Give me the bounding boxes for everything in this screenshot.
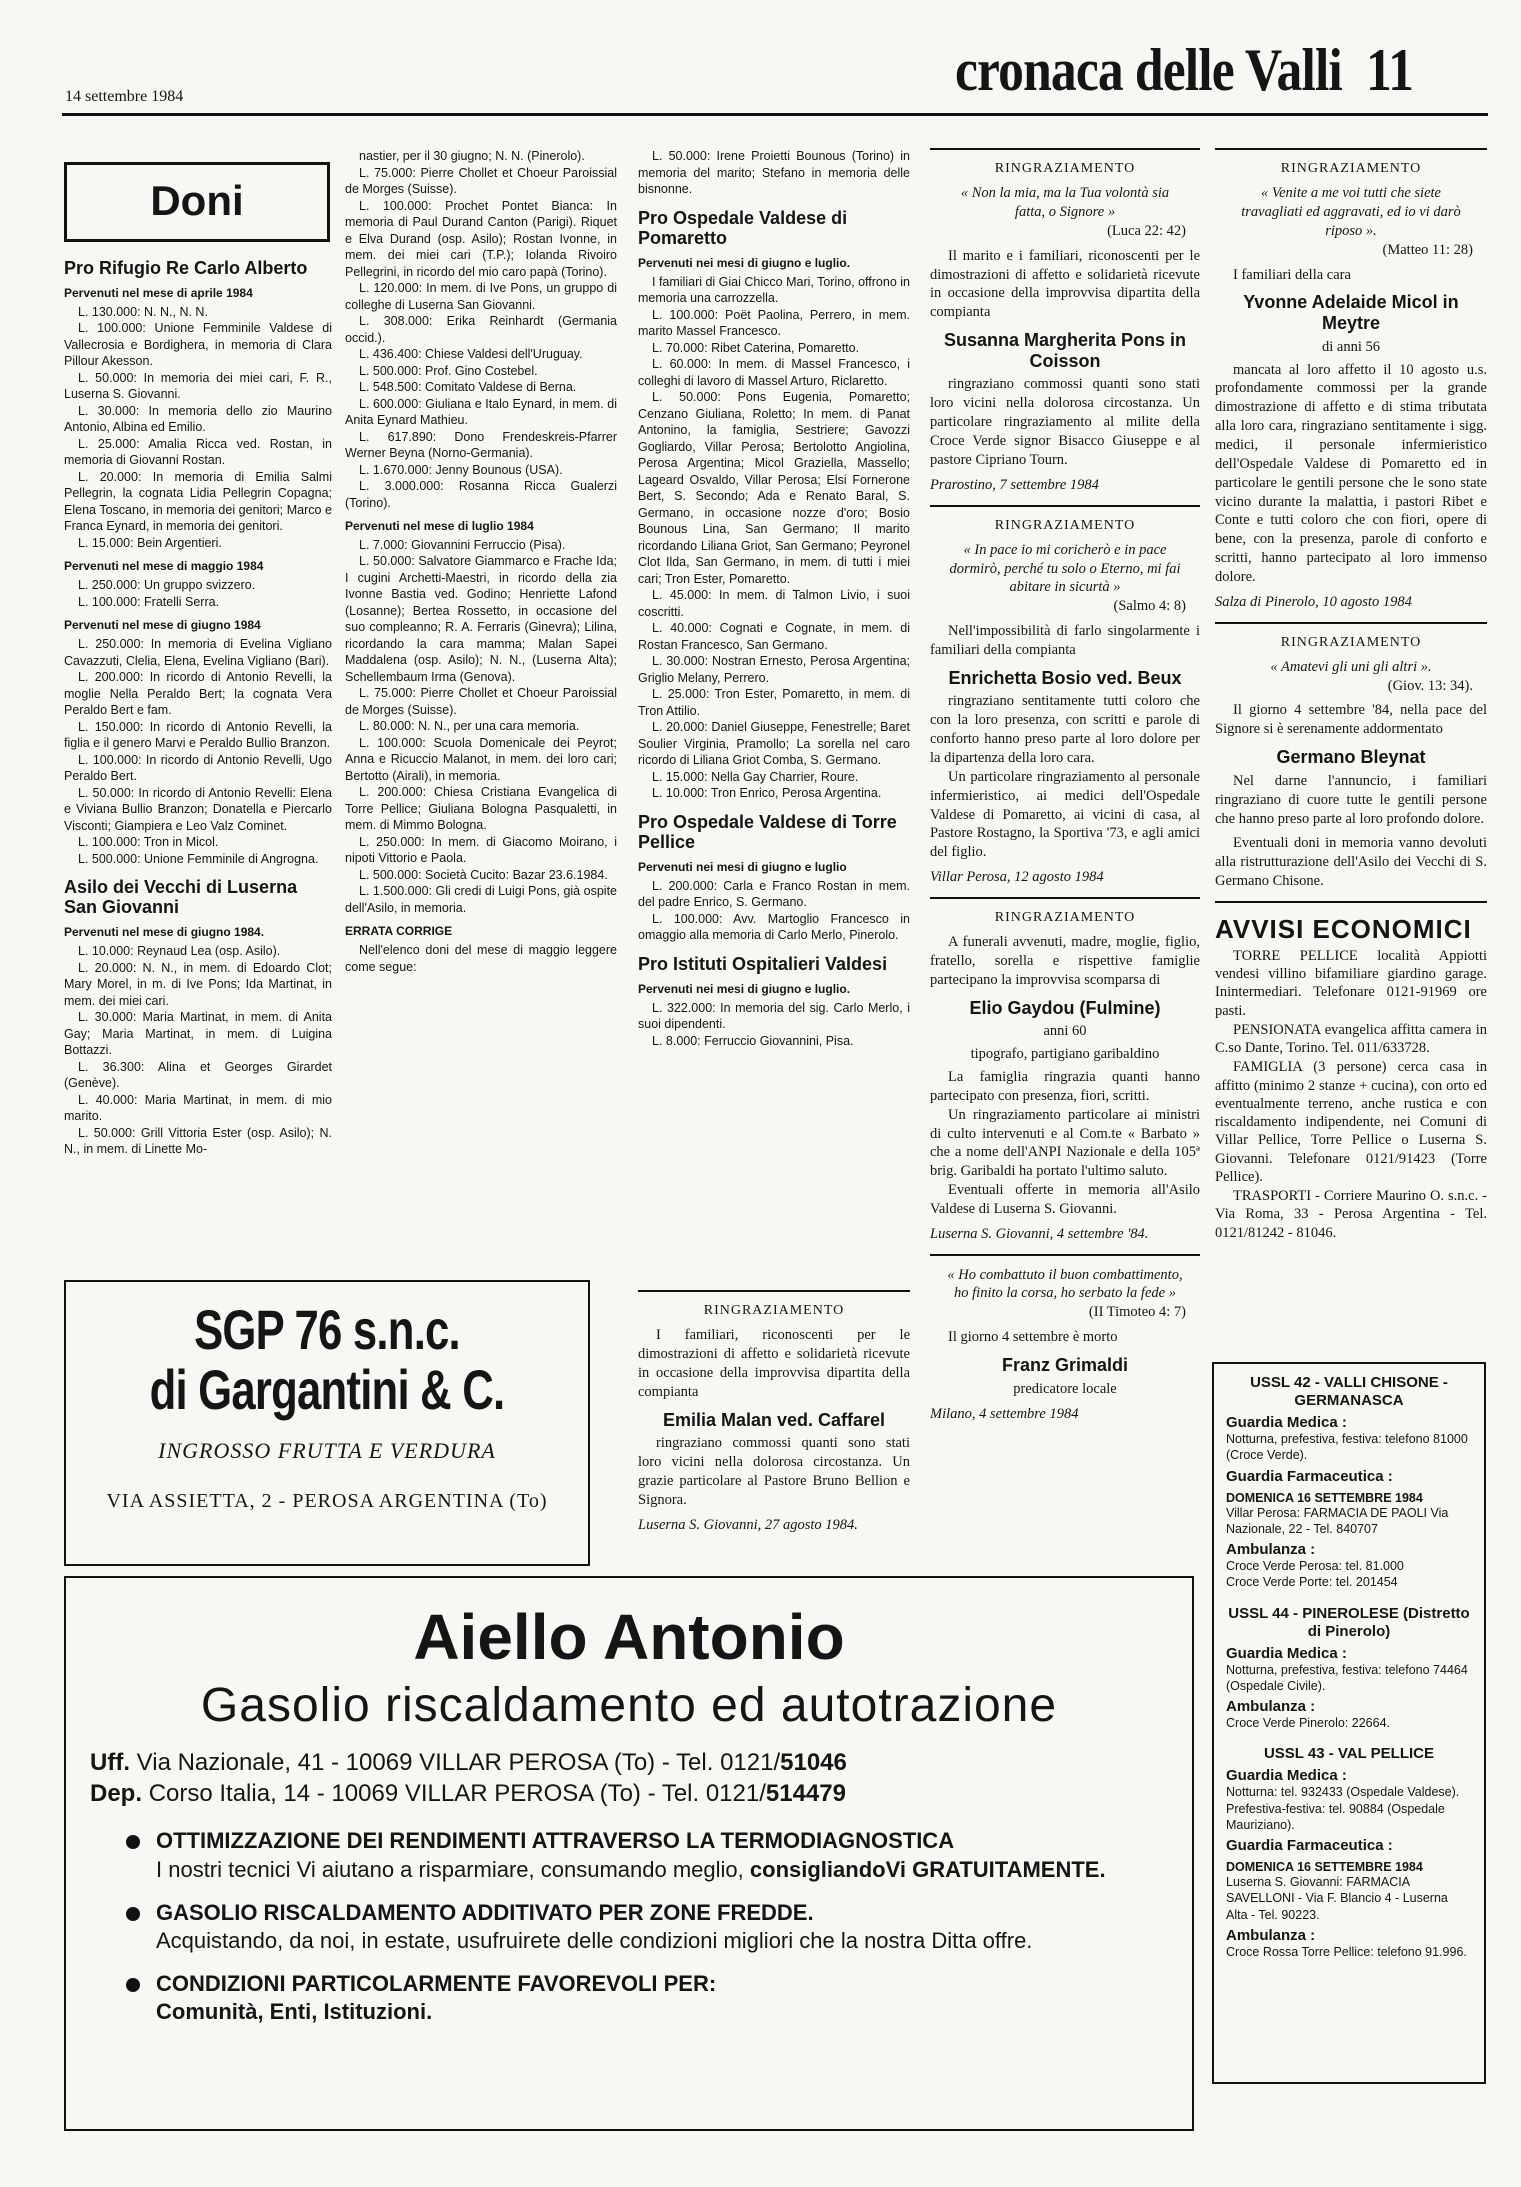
ussl-heading: USSL 43 - VAL PELLICE: [1263, 1745, 1435, 1763]
ussl-services-box: [1212, 1362, 1486, 2084]
donation-entry: L. 250.000: Un gruppo svizzero.: [78, 578, 256, 593]
ussl-heading: USSL 44 - PINEROLESE (Distretto di Pinerolo): [1228, 1604, 1470, 1640]
signature-place-date: Prarostino, 7 settembre 1984: [930, 476, 1099, 493]
announcement-text: I familiari, riconoscenti per le dimostrazioni di affetto e solidarietà ricevute in occasione della improvvisa dipartita della compianta: [638, 1327, 910, 1400]
bible-quote: « Ho combattuto il buon combattimento, ho finito la corsa, ho serbato la fede » (II Timoteo 4: 7): [947, 1266, 1186, 1321]
announcement-text: I familiari della cara: [1233, 266, 1351, 283]
ringraziamenti-column-4: [930, 148, 1200, 1548]
rule: [1215, 148, 1487, 150]
donation-entry: L. 50.000: In ricordo di Antonio Revelli: Elena e Viviana Bullio Branzon; Donatella e Piercarlo Visconti; Giampiera e Leo Valz Cominet.: [64, 785, 332, 833]
deceased-role: tipografo, partigiano garibaldino: [970, 1046, 1160, 1063]
section-subheading: Pervenuti nei mesi di giugno e luglio: [638, 859, 847, 874]
ussl-label: Ambulanza :: [1226, 1698, 1316, 1715]
announcement-text: Eventuali offerte in memoria all'Asilo Valdese di Luserna S. Giovanni.: [930, 1182, 1200, 1217]
donation-entry: L. 20.000: Daniel Giuseppe, Fenestrelle; Baret Soulier Virginia, Pramollo; La sorella nel caro ricordo di Liliana Griot Comba, S. Germano.: [638, 720, 910, 768]
aiello-tagline: Gasolio riscaldamento ed autotrazione: [200, 1679, 1058, 1732]
ussl-label: Guardia Medica :: [1226, 1414, 1347, 1431]
donation-entry: nastier, per il 30 giugno; N. N. (Pinerolo).: [359, 149, 585, 163]
donation-entry: L. 100.000: Unione Femminile Valdese di Vallecrosia e Bordighera, in memoria di Clara Pillour Akesson.: [64, 321, 332, 369]
signature-place-date: Milano, 4 settembre 1984: [930, 1405, 1079, 1422]
ussl-heading: USSL 42 - VALLI CHISONE - GERMANASCA: [1250, 1374, 1448, 1409]
donation-entry: L. 100.000: Scuola Domenicale dei Peyrot; Anna e Ricuccio Malanot, in mem. dei loro cari; Bertotto (Airali), in memoria.: [345, 735, 617, 783]
signature-place-date: Salza di Pinerolo, 10 agosto 1984: [1215, 593, 1412, 610]
donation-entry: L. 20.000: In memoria di Emilia Salmi Pellegrin, la cognata Lidia Pellegrin Copagna; Elena Toscano, in memoria dei genitori; Marco e Franca Eynard, in memoria dei genitori.: [64, 469, 332, 534]
bible-quote: « Amatevi gli uni gli altri ». (Giov. 13: 34).: [1270, 658, 1473, 694]
donation-entry: L. 50.000: Irene Proietti Bounous (Torino) in memoria del marito; Stefano in memoria delle bisnonne.: [638, 149, 910, 196]
donation-entry: L. 50.000: Grill Vittoria Ester (osp. Asilo); N. N., in mem. di Linette Mo-: [64, 1125, 332, 1157]
announcement-text: Eventuali doni in memoria vanno devoluti alla ristrutturazione dell'Asilo dei Vecchi di S. Germano Chisone.: [1215, 835, 1487, 890]
donation-entry: L. 548.500: Comitato Valdese di Berna.: [359, 380, 577, 394]
deceased-name: Emilia Malan ved. Caffarel: [662, 1409, 886, 1430]
deceased-name: Enrichetta Bosio ved. Beux: [948, 667, 1182, 688]
donation-entry: L. 10.000: Reynaud Lea (osp. Asilo).: [78, 944, 281, 959]
donation-entry: L. 200.000: In ricordo di Antonio Revelli, la moglie Nella Peraldo Bert; la cognata Vera Peraldo Bert e fam.: [64, 670, 332, 718]
donation-entry: L. 100.000: Tron in Micol.: [78, 835, 219, 850]
deceased-name: Franz Grimaldi: [1001, 1354, 1129, 1375]
sgp-address: VIA ASSIETTA, 2 - PEROSA ARGENTINA (To): [106, 1490, 548, 1512]
rule: [930, 1254, 1200, 1256]
donation-entry: L. 436.400: Chiese Valdesi dell'Uruguay.: [359, 347, 583, 361]
donation-entry: L. 130.000: N. N., N. N.: [78, 304, 208, 319]
ussl-label: Ambulanza :: [1226, 1541, 1316, 1558]
donation-entry: L. 1.670.000: Jenny Bounous (USA).: [359, 462, 563, 477]
doni-title-box: [64, 162, 330, 242]
announcement-text: La famiglia ringrazia quanti hanno partecipato con presenza, fiori, scritti.: [930, 1069, 1200, 1104]
sgp-business-type: INGROSSO FRUTTA E VERDURA: [158, 1438, 496, 1463]
page-number: 11: [1365, 37, 1414, 103]
donation-entry: L. 120.000: In mem. di Ive Pons, un gruppo di colleghe di Luserna San Giovanni.: [345, 281, 617, 312]
rule: [930, 148, 1200, 150]
ussl-label: Ambulanza :: [1226, 1926, 1316, 1944]
donation-entry: L. 3.000.000: Rosanna Ricca Gualerzi (Torino).: [345, 479, 617, 510]
signature-place-date: Villar Perosa, 12 agosto 1984: [930, 869, 1104, 886]
ussl-date: DOMENICA 16 SETTEMBRE 1984: [1226, 1860, 1423, 1874]
donation-entry: L. 600.000: Giuliana e Italo Eynard, in mem. di Anita Eynard Mathieu.: [345, 396, 617, 427]
section-subheading: Pervenuti nel mese di giugno 1984: [64, 618, 261, 633]
donation-entry: L. 7.000: Giovannini Ferruccio (Pisa).: [359, 537, 566, 552]
donation-entry: L. 75.000: Pierre Chollet et Choeur Paroissial de Morges (Suisse).: [345, 165, 617, 196]
section-heading: Asilo dei Vecchi di Luserna San Giovanni: [64, 877, 298, 918]
rule: [930, 505, 1200, 507]
aiello-depot-address: Dep. Corso Italia, 14 - 10069 VILLAR PEROSA (To) - Tel. 0121/514479: [90, 1780, 846, 1808]
donation-entry: L. 8.000: Ferruccio Giovannini, Pisa.: [652, 1033, 854, 1048]
donation-entry: L. 100.000: Prochet Pontet Bianca: In memoria di Paul Durand Canton (Parigi). Riquet e Elva Durand (osp. Asilo); Rostan Ivonne, in mem. dei miei cari (T.P.); Iolanda Rivoiro Pellegrini, in ricordo del mio caro papà (Torino).: [345, 198, 617, 279]
donation-entry: L. 25.000: Tron Ester, Pomaretto, in mem. di Tron Attilio.: [638, 687, 910, 718]
announcement-text: ringraziano commossi quanti sono stati loro vicini nella dolorosa circostanza. Un particolare ringraziamento al milite della Croce Verde signor Bisacco Giuseppe e al pastore Cipriano Tourn.: [930, 376, 1200, 468]
donation-entry: L. 500.000: Società Cucito: Bazar 23.6.1984.: [359, 867, 608, 882]
donation-entry: L. 100.000: Fratelli Serra.: [78, 594, 220, 609]
donation-entry: L. 308.000: Erika Reinhardt (Germania occid.).: [345, 314, 617, 345]
doni-title: Doni: [150, 177, 244, 224]
ussl-label: Guardia Medica :: [1226, 1644, 1347, 1662]
issue-date: 14 settembre 1984: [65, 88, 184, 105]
section-subheading: Pervenuti nel mese di luglio 1984: [345, 519, 534, 533]
ring-label: RINGRAZIAMENTO: [994, 161, 1136, 176]
classified-ad: PENSIONATA evangelica affitta camera in C.so Dante, Torino. Tel. 011/633728.: [1215, 1021, 1487, 1057]
announcement-text: Il giorno 4 settembre è morto: [948, 1329, 1118, 1346]
announcement-text: ringraziano sentitamente tutti coloro che con la loro presenza, con scritti e parole di conforto hanno preso parte al loro dolore per la dipartenza della loro cara.: [930, 693, 1200, 766]
doni-column-3: [638, 148, 910, 1268]
donation-entry: L. 45.000: In mem. di Talmon Livio, i suoi coscritti.: [638, 588, 910, 619]
classified-ad: TORRE PELLICE località Appiotti vendesi villino bifamiliare giardino garage. Inintermediari. Telefonare 0121-91969 ore pasti.: [1215, 947, 1487, 1019]
ring-label: RINGRAZIAMENTO: [994, 909, 1136, 925]
doni-column-2: [345, 148, 617, 1268]
newspaper-section-title: cronaca delle Valli 11: [955, 37, 1414, 103]
donation-entry: L. 30.000: Maria Martinat, in mem. di Anita Gay; Maria Martinat, in mem. di Luigina Bottazzi.: [64, 1010, 332, 1058]
deceased-name: Susanna Margherita Pons in Coisson: [943, 330, 1187, 371]
ussl-label: Guardia Farmaceutica :: [1226, 1837, 1393, 1854]
section-subheading: ERRATA CORRIGE: [345, 924, 453, 939]
donation-entry: L. 30.000: In memoria dello zio Maurino Antonio, Albina ed Emilio.: [64, 403, 332, 435]
ussl-label: Guardia Medica :: [1226, 1767, 1347, 1785]
ussl-text: Villar Perosa: FARMACIA DE PAOLI Via Nazionale, 22 - Tel. 840707: [1226, 1505, 1449, 1536]
donation-entry: L. 60.000: In mem. di Massel Francesco, i colleghi di lavoro di Massel Arturo, Riclaretto.: [638, 357, 910, 388]
ring-label: RINGRAZIAMENTO: [1280, 634, 1422, 650]
donation-entry: L. 30.000: Nostran Ernesto, Perosa Argentina; Griglio Melany, Perrero.: [638, 654, 910, 685]
bible-quote: « In pace io mi coricherò e in pace dormirò, perché tu solo o Eterno, mi fai abitare in sicurtà » (Salmo 4: 8): [949, 541, 1186, 615]
announcement-text: Il marito e i familiari, riconoscenti per le dimostrazioni di affetto e solidarietà ricevute in occasione della improvvisa dipartita della compianta: [930, 247, 1200, 321]
ussl-label: Guardia Farmaceutica :: [1226, 1467, 1393, 1485]
deceased-age: anni 60: [1043, 1023, 1087, 1040]
avvisi-economici-title: AVVISI ECONOMICI: [1215, 913, 1472, 944]
ring-label: RINGRAZIAMENTO: [994, 517, 1136, 533]
donation-entry: L. 70.000: Ribet Caterina, Pomaretto.: [652, 340, 860, 355]
bible-quote: « Non la mia, ma la Tua volontà sia fatta, o Signore » (Luca 22: 42): [960, 185, 1186, 239]
announcement-text: Un particolare ringraziamento al personale infermieristico, ai medici dell'Ospedale Valdese di Pomaretto, ai vicini di casa, al Pastore Rostagno, la Sportiva '73, e agli amici del figlio.: [930, 768, 1200, 861]
section-subheading: Pervenuti nel mese di giugno 1984.: [64, 925, 265, 940]
aiello-bullet: GASOLIO RISCALDAMENTO ADDITIVATO PER ZONE FREDDE. Acquistando, da noi, in estate, usufruirete delle condizioni migliori che la nostra Ditta offre.: [126, 1899, 1192, 1956]
donation-entry: L. 250.000: In memoria di Evelina Vigliano Cavazzuti, Clelia, Elena, Evelina Vigliano (Bari).: [64, 637, 332, 668]
donation-entry: L. 100.000: Poët Paolina, Perrero, in mem. marito Massel Francesco.: [638, 307, 910, 339]
donation-entry: L. 500.000: Unione Femminile di Angrogna.: [78, 851, 319, 866]
rule: [1215, 901, 1487, 903]
announcement-text: Un ringraziamento particolare ai ministri di culto intervenuti e al Com.te « Barbato » che a nome dell'ANPI Nazionale e della 105ª brig. Garibaldi ha portato l'ultimo saluto.: [930, 1106, 1200, 1180]
deceased-name: Elio Gaydou (Fulmine): [969, 997, 1161, 1018]
ussl-text: Notturna, prefestiva, festiva: telefono 81000 (Croce Verde).: [1226, 1432, 1468, 1463]
sgp-company-owner: di Gargantini & C.: [149, 1358, 505, 1421]
signature-place-date: Luserna S. Giovanni, 27 agosto 1984.: [638, 1516, 858, 1533]
donation-entry: L. 40.000: Cognati e Cognate, in mem. di Rostan Francesco, San Germano.: [638, 621, 910, 652]
classified-ad: FAMIGLIA (3 persone) cerca casa in affitto (minimo 2 stanze + cucina), con orto ed eventualmente terreno, anche rustica e con riscaldamento indipendente, nei Comuni di Villar Pellice, Torre Pellice o Luserna S. Giovanni. Telefonare 0121/91423 (Torre Pellice).: [1215, 1059, 1487, 1185]
ussl-text: Croce Verde Pinerolo: 22664.: [1226, 1716, 1390, 1730]
donation-entry: L. 40.000: Maria Martinat, in mem. di mio marito.: [64, 1092, 332, 1124]
donation-entry: L. 150.000: In ricordo di Antonio Revelli, la figlia e il genero Marvi e Peraldo Bullio Branzon.: [64, 719, 332, 751]
ringraziamento-malan: [638, 1290, 910, 1560]
ussl-date: DOMENICA 16 SETTEMBRE 1984: [1226, 1490, 1423, 1505]
aiello-office-address: Uff. Via Nazionale, 41 - 10069 VILLAR PEROSA (To) - Tel. 0121/51046: [90, 1749, 847, 1776]
donation-entry: L. 200.000: Chiesa Cristiana Evangelica di Torre Pellice; Giuliana Bologna Pasqualetti, in mem. di Mimmo Bologna.: [345, 785, 617, 833]
avvisi-list: [1215, 947, 1487, 1242]
section-heading: Pro Rifugio Re Carlo Alberto: [64, 258, 308, 278]
rule: [930, 897, 1200, 899]
ussl-text: Notturna, prefestiva, festiva: telefono 74464 (Ospedale Civile).: [1226, 1662, 1468, 1693]
donation-entry: L. 250.000: In mem. di Giacomo Moirano, i nipoti Vittorio e Paola.: [345, 834, 617, 866]
donation-entry: L. 1.500.000: Gli credi di Luigi Pons, già ospite dell'Asilo, in memoria.: [345, 884, 617, 915]
deceased-role: predicatore locale: [1013, 1380, 1117, 1397]
donation-entry: L. 50.000: In memoria dei miei cari, F. R., Luserna S. Giovanni.: [64, 370, 332, 402]
signature-place-date: Luserna S. Giovanni, 4 settembre '84.: [930, 1225, 1149, 1242]
announcement-text: mancata al loro affetto il 10 agosto u.s. profondamente commossi per la grande dimostrazione di affetto e di stima tributata alla loro cara, ringraziano sentitamente i sigg. medici, il personale infermieristico dell'Ospedale Valdese di Pomaretto ed in particolare le gentili persone che le sono state vicino durante la malattia, i pastori Ribet e Conte e tutti coloro che con fiori, opere di bene, con la presenza, parole di conforto e scritti, hanno partecipato al loro immenso dolore.: [1215, 361, 1487, 585]
donation-entry: L. 10.000: Tron Enrico, Perosa Argentina.: [652, 786, 882, 801]
doni-column-1: [64, 248, 332, 1268]
section-subheading: Pervenuti nel mese di maggio 1984: [64, 559, 264, 574]
ussl-text: Croce Verde Perosa: tel. 81.000: [1226, 1559, 1404, 1573]
donation-entry: L. 15.000: Nella Gay Charrier, Roure.: [652, 769, 859, 784]
donation-entry: L. 100.000: Avv. Martoglio Francesco in omaggio alla memoria di Carlo Merlo, Pinerolo.: [638, 911, 910, 943]
donation-entry: L. 100.000: In ricordo di Antonio Revelli, Ugo Peraldo Bert.: [64, 752, 332, 784]
classified-ad: TRASPORTI - Corriere Maurino O. s.n.c. - Via Roma, 33 - Perosa Argentina - Tel. 0121/81242 - 81046.: [1215, 1188, 1487, 1241]
aiello-bullet: CONDIZIONI PARTICOLARMENTE FAVOREVOLI PER: Comunità, Enti, Istituzioni.: [126, 1970, 1192, 2027]
section-heading: Pro Ospedale Valdese di Torre Pellice: [638, 811, 897, 852]
section-subheading: Pervenuti nei mesi di giugno e luglio.: [638, 255, 851, 270]
donation-entry: L. 75.000: Pierre Chollet et Choeur Paroissial de Morges (Suisse).: [345, 686, 617, 717]
ussl-text: Croce Verde Porte: tel. 201454: [1226, 1575, 1398, 1590]
deceased-name: Germano Bleynat: [1276, 747, 1426, 768]
donation-entry: L. 322.000: In memoria del sig. Carlo Merlo, i suoi dipendenti.: [638, 1000, 910, 1032]
donation-entry: L. 50.000: Pons Eugenia, Pomaretto; Cenzano Giuliana, Roletto; In mem. di Panat Antonino, la famiglia, Sestriere; Gavozzi Gogliardo, Villar Perosa; Bertolotto Angiolina, Perosa Argentina; Micol Graziella, Massello; Lageard Osvaldo, Villar Perosa; Elsi Fornerone Bert, S. Secondo; Ada e Renato Baral, S. Germano, in occasione nozze d'oro; Bosio Bounous Lina, San Germano; Il marito ricordando Liliana Griot, San Germano; Peyronel Clot Ilda, San Germano, in mem. di tutti i miei cari; Tron Ester, Pomaretto.: [638, 390, 910, 586]
sgp-advertisement: [64, 1280, 590, 1566]
donation-entry: L. 617.890: Dono Frendeskreis-Pfarrer Werner Beyna (Norno-Germania).: [345, 429, 617, 460]
aiello-bullet: OTTIMIZZAZIONE DEI RENDIMENTI ATTRAVERSO LA TERMODIAGNOSTICA I nostri tecnici Vi aiutano a risparmiare, consumando meglio, consigliandoVi GRATUITAMENTE.: [126, 1827, 1192, 1884]
ussl-text: Notturna: tel. 932433 (Ospedale Valdese). Prefestiva-festiva: tel. 90884 (Ospedale Mauriziano).: [1226, 1785, 1460, 1832]
deceased-age: di anni 56: [1322, 338, 1380, 355]
ring-label: RINGRAZIAMENTO: [703, 1303, 845, 1318]
deceased-name: Yvonne Adelaide Micol in Meytre: [1243, 292, 1459, 334]
header-rule: [62, 113, 1488, 116]
announcement-text: Nell'impossibilità di farlo singolarmente i familiari della compianta: [930, 623, 1200, 658]
donation-entry: L. 200.000: Carla e Franco Rostan in mem. del padre Enrico, S. Germano.: [638, 878, 910, 910]
bible-quote: « Venite a me voi tutti che siete travagliati ed aggravati, ed io vi darò riposo ». (Matteo 11: 28): [1241, 185, 1473, 258]
aiello-advertisement: [64, 1576, 1194, 2131]
announcement-text: Il giorno 4 settembre '84, nella pace del Signore si è serenamente addormentato: [1215, 702, 1487, 738]
sgp-company-name: SGP 76 s.n.c.: [194, 1298, 460, 1361]
donation-entry: Nell'elenco doni del mese di maggio leggere come segue:: [345, 943, 617, 974]
rule: [638, 1290, 910, 1292]
ring-label: RINGRAZIAMENTO: [1280, 161, 1422, 176]
section-heading: Pro Ospedale Valdese di Pomaretto: [638, 207, 848, 248]
ussl-text: Luserna S. Giovanni: FARMACIA SAVELLONI - Via F. Blancio 4 - Luserna Alta - Tel. 90223.: [1226, 1875, 1448, 1922]
section-subheading: Pervenuti nel mese di aprile 1984: [64, 286, 253, 301]
ussl-text: Croce Rossa Torre Pellice: telefono 91.996.: [1226, 1944, 1467, 1959]
aiello-name: Aiello Antonio: [413, 1601, 845, 1673]
donation-entry: L. 50.000: Salvatore Giammarco e Frache Ida; I cugini Archetti-Maestri, in ricordo della zia Ivonne Bastia ved. Godino; Henriette Lafond (Losanne); Bertea Rossetto, in occasione del suo compleanno; R. A. Ferraris (Ginevra); Lilina, ricordando la cara mamma; Malan Sapei Maddalena (osp. Asilo); N. N., (Luserna Alta); Schellembaum Irma (Genova).: [345, 554, 617, 684]
announcement-text: ringraziano commossi quanti sono stati loro vicini nella dolorosa circostanza. Un grazie particolare al Pastore Bruno Bellion e Signora.: [638, 1435, 910, 1508]
donation-entry: L. 80.000: N. N., per una cara memoria.: [359, 719, 580, 734]
aiello-bullets: [126, 1827, 1192, 2027]
donation-entry: L. 500.000: Prof. Gino Costebel.: [359, 363, 538, 378]
donation-entry: L. 20.000: N. N., in mem. di Edoardo Clot; Mary Morel, in m. di Ive Pons; Ida Martinat, in mem. dei miei cari.: [64, 960, 332, 1008]
donation-entry: L. 36.300: Alina et Georges Girardet (Genève).: [64, 1059, 332, 1091]
donation-entry: L. 15.000: Bein Argentieri.: [78, 535, 222, 550]
section-subheading: Pervenuti nei mesi di giugno e luglio.: [638, 981, 851, 996]
announcement-text: A funerali avvenuti, madre, moglie, figlio, fratello, sorella e rispettive famiglie partecipano la improvvisa scomparsa di: [930, 934, 1200, 988]
rule: [1215, 622, 1487, 624]
section-heading: Pro Istituti Ospitalieri Valdesi: [638, 953, 888, 974]
ringraziamenti-column-5: [1215, 148, 1487, 1348]
donation-entry: I familiari di Giai Chicco Mari, Torino, offrono in memoria una carrozzella.: [638, 274, 910, 306]
donation-entry: L. 25.000: Amalia Ricca ved. Rostan, in memoria di Giovanni Rostan.: [64, 436, 332, 468]
announcement-text: Nel darne l'annuncio, i familiari ringraziano di cuore tutte le gentili persone che hanno preso parte al loro profondo dolore.: [1215, 772, 1487, 827]
